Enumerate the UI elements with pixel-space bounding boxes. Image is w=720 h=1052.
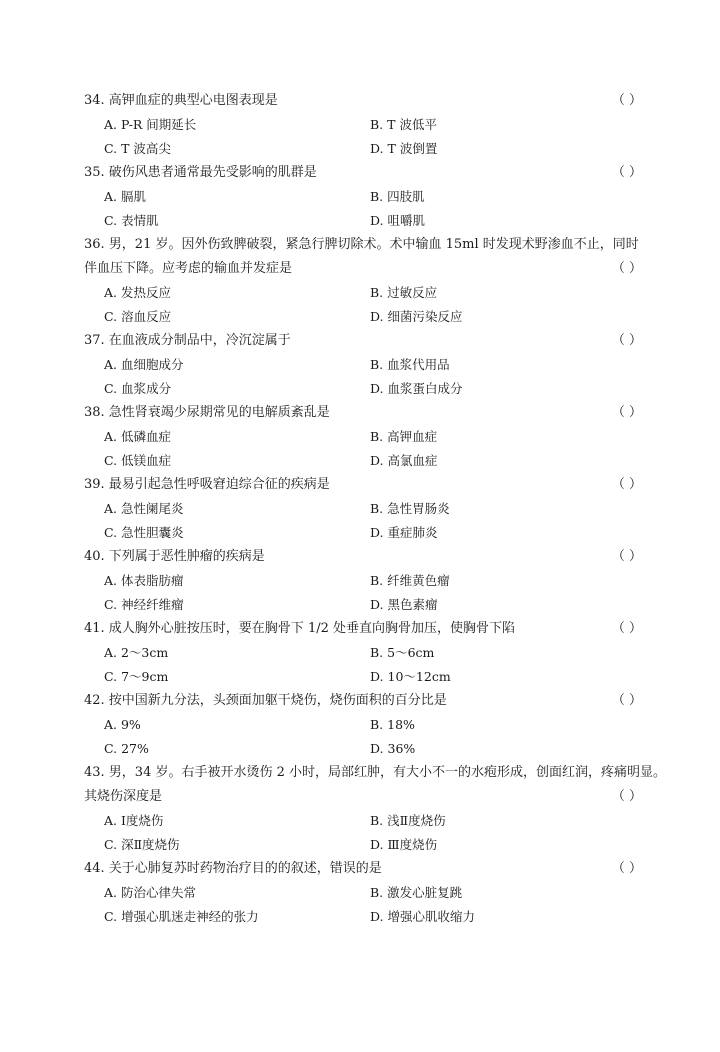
question-text: 35. 破伤风患者通常最先受影响的肌群是 xyxy=(84,165,317,180)
answer-option[interactable]: C. 低镁血症 xyxy=(104,453,172,468)
answer-blank[interactable]: （ ） xyxy=(611,333,642,348)
answer-option[interactable]: D. 血浆蛋白成分 xyxy=(370,381,463,396)
answer-option[interactable]: D. 增强心肌收缩力 xyxy=(370,909,476,924)
options-row xyxy=(104,522,664,544)
options-row xyxy=(104,738,664,760)
question-stem-line xyxy=(84,786,664,808)
answer-blank[interactable]: （ ） xyxy=(611,789,642,804)
options-row xyxy=(104,714,664,736)
options-row xyxy=(104,594,664,616)
answer-blank[interactable]: （ ） xyxy=(611,693,642,708)
answer-option[interactable]: B. 高钾血症 xyxy=(370,429,438,444)
answer-option[interactable]: A. 膈肌 xyxy=(104,189,146,204)
answer-option[interactable]: A. 发热反应 xyxy=(104,285,171,300)
options-row xyxy=(104,378,664,400)
question-stem-line xyxy=(84,330,664,352)
options-row xyxy=(104,354,664,376)
answer-option[interactable]: D. Ⅲ度烧伤 xyxy=(370,837,438,852)
answer-option[interactable]: B. 血浆代用品 xyxy=(370,357,450,372)
answer-option[interactable]: A. 2～3cm xyxy=(104,645,169,660)
question-stem-line xyxy=(84,474,664,496)
question-stem-line xyxy=(84,762,667,784)
answer-option[interactable]: B. T 波低平 xyxy=(370,117,437,132)
answer-option[interactable]: C. 溶血反应 xyxy=(104,309,172,324)
question-text: 39. 最易引起急性呼吸窘迫综合征的疾病是 xyxy=(84,477,330,492)
options-row xyxy=(104,114,664,136)
options-row xyxy=(104,282,664,304)
answer-option[interactable]: B. 5～6cm xyxy=(370,645,435,660)
answer-option[interactable]: C. 神经纤维瘤 xyxy=(104,597,184,612)
answer-option[interactable]: D. 细菌污染反应 xyxy=(370,309,463,324)
answer-option[interactable]: C. 血浆成分 xyxy=(104,381,172,396)
answer-option[interactable]: A. 防治心律失常 xyxy=(104,885,196,900)
answer-option[interactable]: C. T 波高尖 xyxy=(104,141,171,156)
answer-option[interactable]: A. 低磷血症 xyxy=(104,429,171,444)
question-stem-line xyxy=(84,234,664,256)
answer-option[interactable]: A. 血细胞成分 xyxy=(104,357,184,372)
options-row xyxy=(104,426,664,448)
answer-blank[interactable]: （ ） xyxy=(611,165,642,180)
answer-option[interactable]: D. 重症肺炎 xyxy=(370,525,438,540)
options-row xyxy=(104,642,664,664)
answer-option[interactable]: C. 27% xyxy=(104,741,149,756)
question-stem-line xyxy=(84,258,664,280)
question-text: 伴血压下降。应考虑的输血并发症是 xyxy=(84,261,293,276)
question-stem-line xyxy=(84,402,664,424)
answer-option[interactable]: B. 过敏反应 xyxy=(370,285,438,300)
question-stem-line xyxy=(84,690,664,712)
answer-option[interactable]: A. 9% xyxy=(104,717,141,732)
answer-blank[interactable]: （ ） xyxy=(611,93,642,108)
question-text: 38. 急性肾衰竭少尿期常见的电解质紊乱是 xyxy=(84,405,330,420)
answer-blank[interactable]: （ ） xyxy=(611,477,642,492)
question-text: 42. 按中国新九分法，头颈面加躯干烧伤，烧伤面积的百分比是 xyxy=(84,693,447,708)
answer-option[interactable]: D. 咀嚼肌 xyxy=(370,213,426,228)
answer-option[interactable]: B. 浅Ⅱ度烧伤 xyxy=(370,813,446,828)
question-stem-line xyxy=(84,858,664,880)
answer-option[interactable]: A. 急性阑尾炎 xyxy=(104,501,184,516)
answer-option[interactable]: D. 10～12cm xyxy=(370,669,451,684)
answer-option[interactable]: B. 纤维黄色瘤 xyxy=(370,573,450,588)
options-row xyxy=(104,810,664,832)
question-stem-line xyxy=(84,618,664,640)
answer-option[interactable]: D. T 波倒置 xyxy=(370,141,438,156)
question-text: 34. 高钾血症的典型心电图表现是 xyxy=(84,93,278,108)
answer-option[interactable]: D. 36% xyxy=(370,741,416,756)
options-row xyxy=(104,186,664,208)
options-row xyxy=(104,498,664,520)
options-row xyxy=(104,306,664,328)
options-row xyxy=(104,666,664,688)
options-row xyxy=(104,906,664,928)
answer-blank[interactable]: （ ） xyxy=(611,405,642,420)
options-row xyxy=(104,138,664,160)
question-text: 其烧伤深度是 xyxy=(84,789,163,804)
answer-option[interactable]: C. 急性胆囊炎 xyxy=(104,525,184,540)
answer-option[interactable]: B. 四肢肌 xyxy=(370,189,425,204)
answer-option[interactable]: B. 激发心脏复跳 xyxy=(370,885,463,900)
question-text: 37. 在血液成分制品中，冷沉淀属于 xyxy=(84,333,291,348)
answer-option[interactable]: C. 表情肌 xyxy=(104,213,159,228)
question-text: 36. 男，21 岁。因外伤致脾破裂，紧急行脾切除术。术中输血 15ml 时发现术野渗血不止，同时 xyxy=(84,237,639,252)
options-row xyxy=(104,570,664,592)
question-stem-line xyxy=(84,90,664,112)
answer-option[interactable]: A. P-R 间期延长 xyxy=(104,117,197,132)
answer-blank[interactable]: （ ） xyxy=(611,621,642,636)
options-row xyxy=(104,210,664,232)
question-text: 41. 成人胸外心脏按压时，要在胸骨下 1/2 处垂直向胸骨加压，使胸骨下陷 xyxy=(84,621,515,636)
options-row xyxy=(104,882,664,904)
question-stem-line xyxy=(84,162,664,184)
options-row xyxy=(104,834,664,856)
question-stem-line xyxy=(84,546,664,568)
answer-option[interactable]: B. 18% xyxy=(370,717,415,732)
answer-option[interactable]: B. 急性胃肠炎 xyxy=(370,501,450,516)
answer-option[interactable]: A. Ⅰ度烧伤 xyxy=(104,813,164,828)
answer-option[interactable]: C. 增强心肌迷走神经的张力 xyxy=(104,909,259,924)
answer-option[interactable]: C. 7～9cm xyxy=(104,669,169,684)
answer-option[interactable]: C. 深Ⅱ度烧伤 xyxy=(104,837,180,852)
question-text: 43. 男，34 岁。右手被开水烫伤 2 小时，局部红肿，有大小不一的水疱形成，创面红润，疼痛明显。 xyxy=(84,765,667,780)
answer-option[interactable]: D. 黑色素瘤 xyxy=(370,597,438,612)
options-row xyxy=(104,450,664,472)
answer-blank[interactable]: （ ） xyxy=(611,861,642,876)
answer-option[interactable]: A. 体表脂肪瘤 xyxy=(104,573,184,588)
answer-option[interactable]: D. 高氯血症 xyxy=(370,453,438,468)
question-text: 40. 下列属于恶性肿瘤的疾病是 xyxy=(84,549,265,564)
answer-blank[interactable]: （ ） xyxy=(611,549,642,564)
question-text: 44. 关于心肺复苏时药物治疗目的的叙述，错误的是 xyxy=(84,861,382,876)
answer-blank[interactable]: （ ） xyxy=(611,261,642,276)
